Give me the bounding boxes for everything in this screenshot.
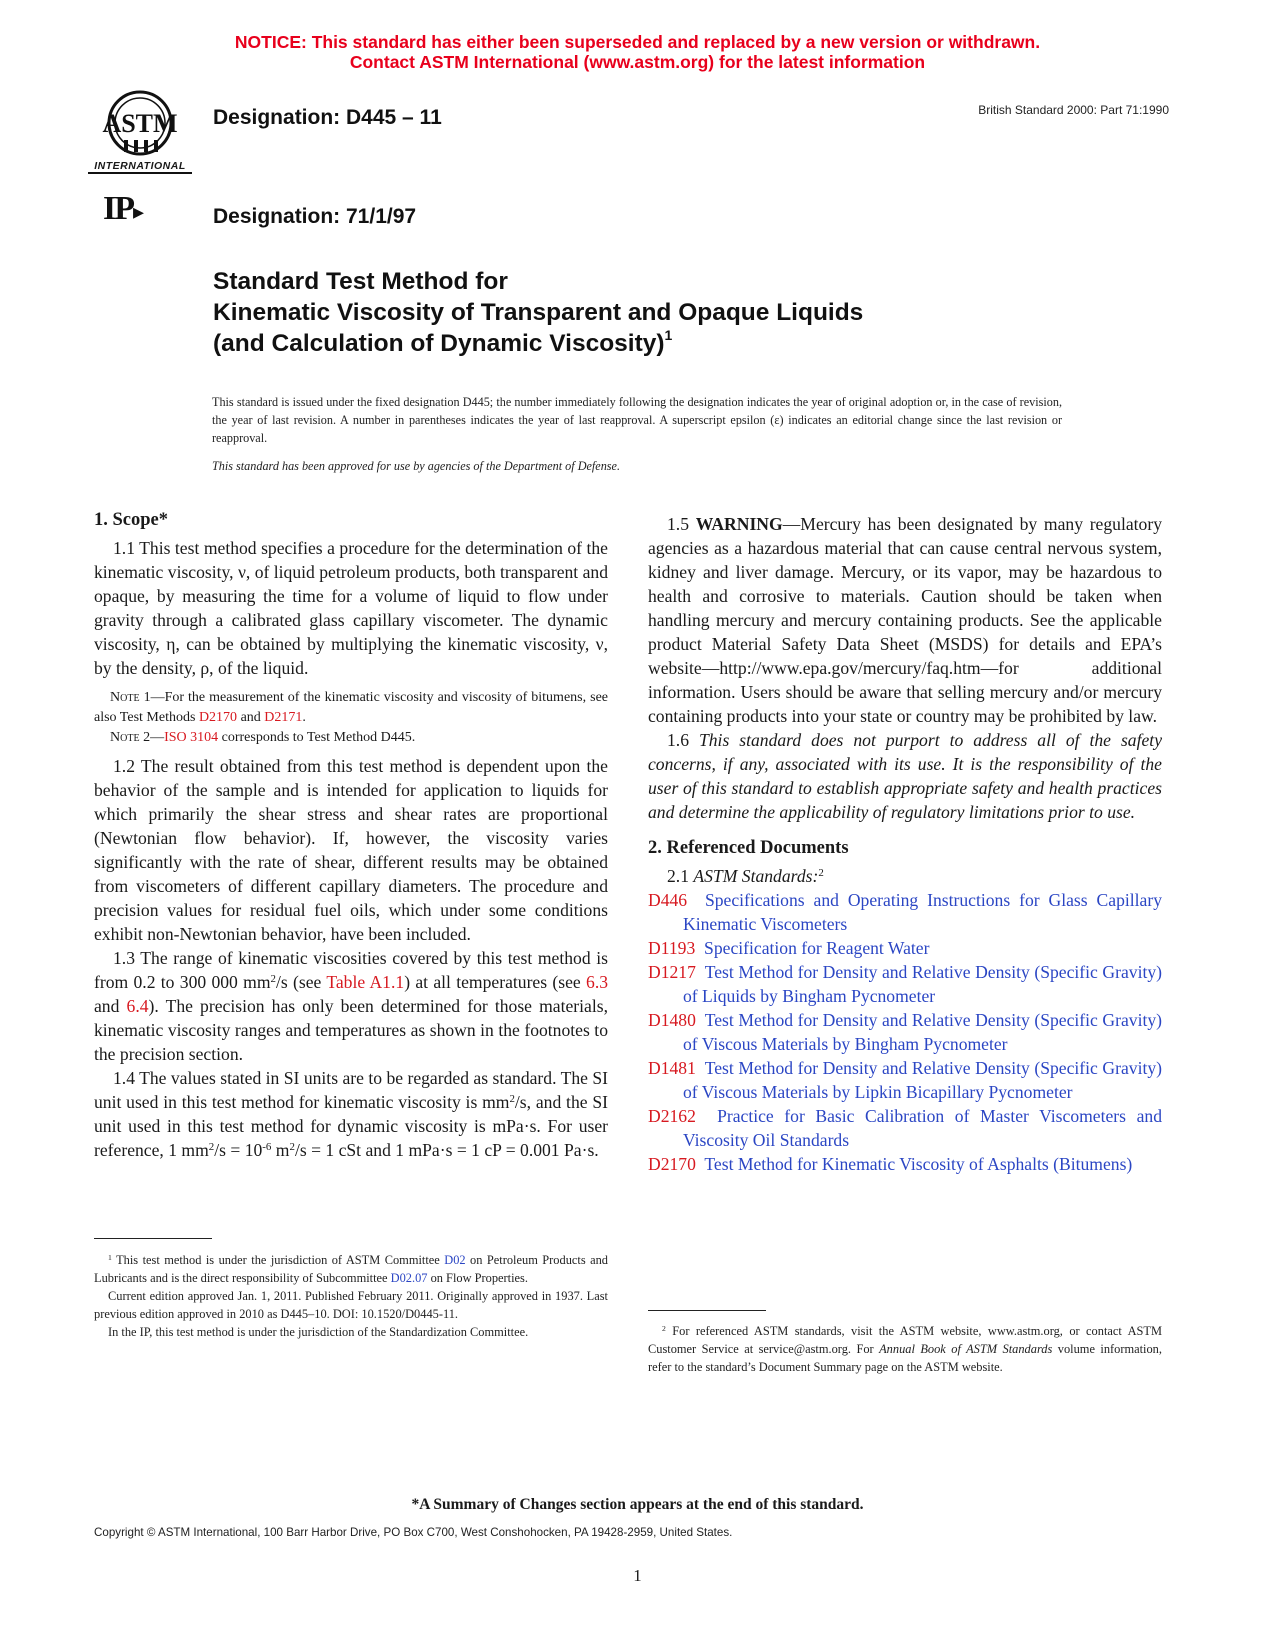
reference-item[interactable]: D2170 Test Method for Kinematic Viscosity of Asphalts (Bitumens) [648, 1154, 1133, 1174]
designation: Designation: D445 – 11 [213, 106, 442, 129]
ip-logo: IP▸ [103, 190, 143, 227]
british-standard: British Standard 2000: Part 71:1990 [978, 103, 1169, 117]
copyright: Copyright © ASTM International, 100 Barr Harbor Drive, PO Box C700, West Conshohocken, PA 19428-2959, United States. [94, 1526, 733, 1539]
link-d02-07[interactable]: D02.07 [390, 1271, 428, 1285]
warning-label: WARNING [695, 514, 783, 534]
reference-list [648, 888, 1162, 1176]
reference-item[interactable]: D1217 Test Method for Density and Relative Density (Specific Gravity) of Liquids by Bingham Pycnometer [648, 962, 1163, 1006]
astm-logo-mark [88, 88, 192, 158]
title-footnote-mark: 1 [664, 327, 673, 343]
para-1-5: 1.5 WARNING—Mercury has been designated by many regulatory agencies as a hazardous material that can cause central nervous system, kidney and liver damage. Mercury, or its vapor, may be hazardous to health and corrosive to materials. Caution should be taken when handling mercury and mercury containing products. See the applicable product Material Safety Data Sheet (MSDS) for details and EPA’s website—http://www.epa.gov/mercury/faq.htm—for additional information. Users should be aware that selling mercury and/or mercury containing products into your state or country may be prohibited by law. [648, 514, 1162, 726]
link-section-6-3[interactable]: 6.3 [586, 972, 609, 992]
withdrawn-notice [0, 32, 1275, 72]
title-line-1: Standard Test Method for [213, 268, 508, 295]
referenced-documents-heading: 2. Referenced Documents [648, 838, 849, 858]
footnote-2 [648, 1322, 1162, 1376]
reference-item[interactable]: D1480 Test Method for Density and Relative Density (Specific Gravity) of Viscous Materials by Bingham Pycnometer [648, 1010, 1163, 1054]
reference-item[interactable]: D1193 Specification for Reagent Water [648, 938, 930, 958]
footnote-1-edition: Current edition approved Jan. 1, 2011. Published February 2011. Originally approved in 1937. Last previous edition approved in 2010 as D445–10. DOI: 10.1520/D0445-11. [94, 1289, 608, 1321]
approval-statement: This standard has been approved for use by agencies of the Department of Defense. [212, 459, 620, 473]
link-d02[interactable]: D02 [444, 1253, 466, 1267]
ip-designation: Designation: 71/1/97 [213, 205, 417, 228]
footnote-1-ip: In the IP, this test method is under the jurisdiction of the Standardization Committee. [108, 1325, 529, 1339]
para-1-2: 1.2 The result obtained from this test method is dependent upon the behavior of the sample and is intended for application to liquids for which primarily the shear stress and shear rates are proportional (Newtonian flow behavior). If, however, the viscosity varies significantly with the rate of shear, different results may be obtained from viscometers of different capillary diameters. The procedure and precision values for residual fuel oils, which under some conditions exhibit non-Newtonian behavior, have been included. [94, 756, 608, 944]
document-title [213, 266, 863, 359]
link-table-a1-1[interactable]: Table A1.1 [326, 972, 405, 992]
para-1-4: 1.4 The values stated in SI units are to be regarded as standard. The SI unit used in this test method for kinematic viscosity is $mm^2/s$, and the SI unit used in this test method for dynamic viscosity is mPa·s. For user reference, 1 $mm^2/s = 10^{-6}$ $m^2/s = 1$ cSt and 1 mPa·s = 1 cP = 0.001 Pa·s. [94, 1068, 608, 1160]
scope-heading: 1. Scope* [94, 510, 168, 530]
notice-line-2: Contact ASTM International (www.astm.org) for the latest information [349, 52, 926, 72]
reference-item[interactable]: D1481 Test Method for Density and Relative Density (Specific Gravity) of Viscous Materials by Lipkin Bicapillary Pycnometer [648, 1058, 1163, 1102]
ip-logo-text: IP [103, 190, 133, 227]
notice-line-1: NOTICE: This standard has either been superseded and replaced by a new version or withdrawn. [234, 32, 1041, 52]
footnote-rule-right [648, 1310, 766, 1311]
link-d2170[interactable]: D2170 [198, 710, 238, 725]
link-d2171[interactable]: D2171 [264, 710, 303, 725]
summary-of-changes-note: *A Summary of Changes section appears at the end of this standard. [411, 1496, 864, 1513]
title-line-3: (and Calculation of Dynamic Viscosity)$^1$ [213, 327, 673, 357]
footnote-1 [94, 1251, 608, 1341]
left-column [94, 508, 608, 1162]
footnote-2-text: $^2$ For referenced ASTM standards, visit the ASTM website, www.astm.org, or contact ASTM Customer Service at service@astm.org. For Annual Book of ASTM Standards volume information, refer to the standard’s Document Summary page on the ASTM website. [648, 1323, 1162, 1374]
link-iso-3104[interactable]: ISO 3104 [164, 730, 219, 745]
para-1-6: 1.6 This standard does not purport to address all of the safety concerns, if any, associated with its use. It is the responsibility of the user of this standard to establish appropriate safety and health practices and determine the applicability of regulatory limitations prior to use. [648, 730, 1162, 822]
note-1: Note 1—For the measurement of the kinematic viscosity and viscosity of bitumens, see also Test Methods D2170 and D2171. [94, 690, 608, 725]
issue-statement: This standard is issued under the fixed designation D445; the number immediately following the designation indicates the year of original adoption or, in the case of revision, the year of last revision. A number in parentheses indicates the year of last reapproval. A superscript epsilon (ε) indicates an editorial change since the last revision or reapproval. [212, 395, 1062, 445]
title-line-2: Kinematic Viscosity of Transparent and Opaque Liquids [213, 299, 864, 326]
astm-standards-subheading: 2.1 ASTM Standards:$^2$ [667, 866, 824, 886]
astm-logo [88, 88, 192, 176]
svg-text:ASTM: ASTM [102, 109, 178, 138]
para-1-1: 1.1 This test method specifies a procedure for the determination of the kinematic viscosity, ν, of liquid petroleum products, both transparent and opaque, by measuring the time for a volume of liquid to flow under gravity through a calibrated glass capillary viscometer. The dynamic viscosity, η, can be obtained by multiplying the kinematic viscosity, ν, by the density, ρ, of the liquid. [94, 538, 608, 678]
link-section-6-4[interactable]: 6.4 [126, 996, 149, 1016]
footnote-1-text: $^1$ This test method is under the jurisdiction of ASTM Committee D02 on Petroleum Products and Lubricants and is the direct responsibility of Subcommittee D02.07 on Flow Properties. [94, 1252, 609, 1285]
astm-logo-label: INTERNATIONAL [88, 160, 192, 174]
note-2: Note 2—ISO 3104 corresponds to Test Method D445. [110, 730, 416, 745]
reference-item[interactable]: D2162 Practice for Basic Calibration of Master Viscometers and Viscosity Oil Standards [648, 1106, 1162, 1150]
page-number: 1 [633, 1566, 642, 1585]
footnote-rule-left [94, 1238, 212, 1239]
para-1-3: 1.3 The range of kinematic viscosities covered by this test method is from 0.2 to 300 000 $mm^2/s$ (see Table A1.1) at all temperatures (see 6.3 and 6.4). The precision has only been determined for those materials, kinematic viscosity ranges and temperatures as shown in the footnotes to the precision section. [94, 948, 609, 1064]
reference-item[interactable]: D446 Specifications and Operating Instructions for Glass Capillary Kinematic Viscometers [648, 890, 1162, 934]
right-column [648, 512, 1162, 1176]
